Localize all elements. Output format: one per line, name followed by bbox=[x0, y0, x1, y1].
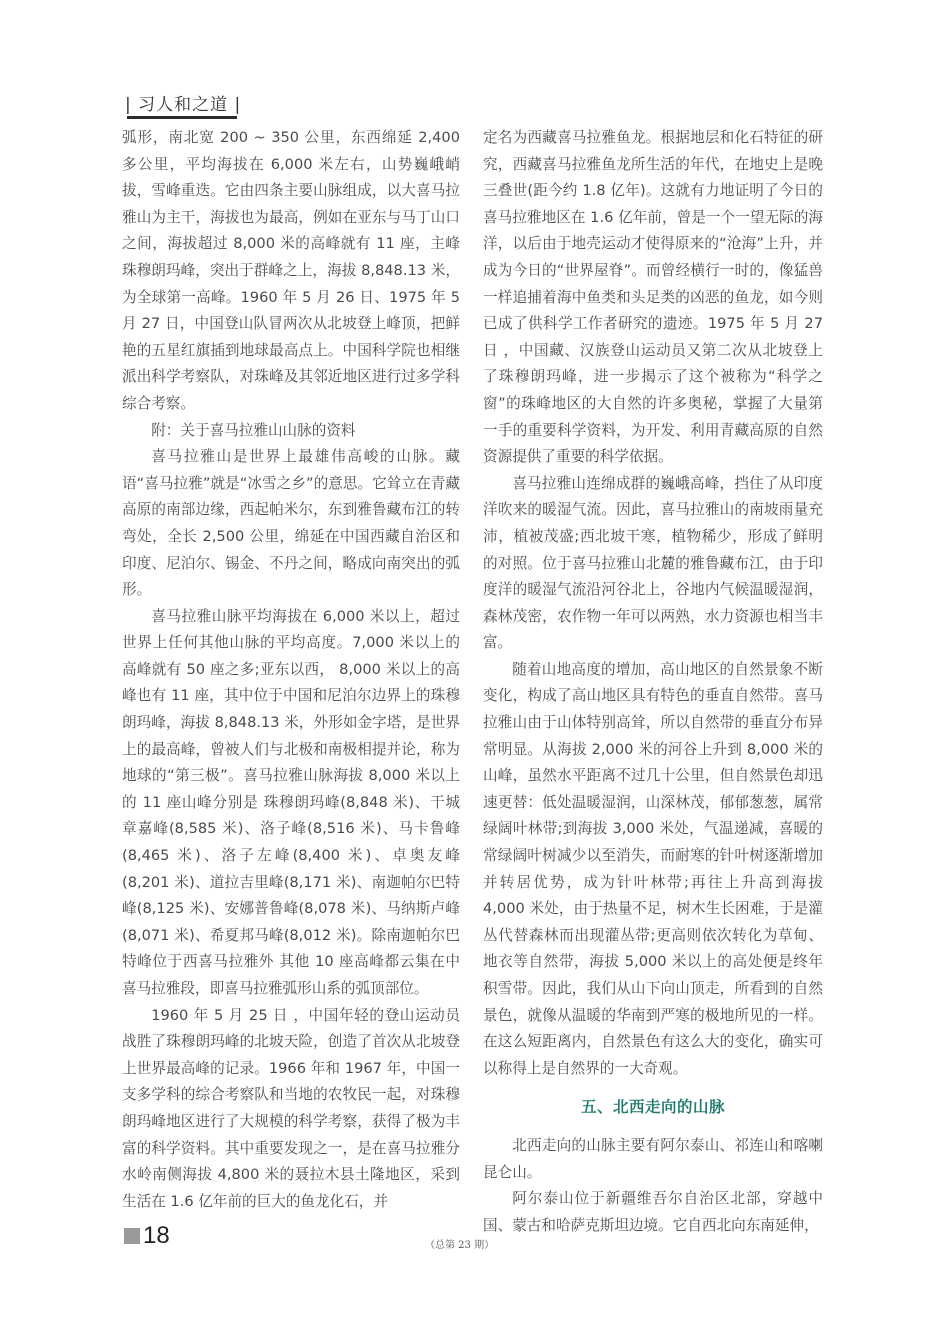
appendix-title: 附：关于喜马拉雅山山脉的资料 bbox=[151, 421, 356, 439]
issue-label: （总第 23 期） bbox=[425, 1240, 495, 1251]
page-number bbox=[124, 1222, 170, 1250]
right-column bbox=[483, 125, 823, 1239]
page-number-text: 18 bbox=[143, 1222, 170, 1249]
square-marker-icon bbox=[124, 1228, 140, 1244]
paragraph: 1960 年 5 月 25 日 ，中国年轻的登山运动员战胜了珠穆朗玛峰的北坡天险，创造了首次从北坡登上世界最高峰的记录。1966 年和 1967 年，中国一支多学科的综合考察队和当地的农牧民一起，对珠穆朗玛峰地区进行了大规模的科学考察，获得了极为丰富的科学资料。其中重要发现之一，是在喜马拉雅分水岭南侧海拔 4,800 米的聂拉木县土隆地区，采到生活在 1.6 亿年前的巨大的鱼龙化石，并 bbox=[122, 1006, 460, 1210]
paragraph: 喜马拉雅山是世界上最雄伟高峻的山脉。藏语“喜马拉雅”就是“冰雪之乡”的意思。它耸立在青藏高原的南部边缘，西起帕米尔，东到雅鲁藏布江的转弯处，全长 2,500 公里，绵延在中国西藏自治区和印度、尼泊尔、锡金、不丹之间，略成向南突出的弧形。 bbox=[122, 448, 460, 599]
paragraph: 随着山地高度的增加，高山地区的自然景象不断变化，构成了高山地区具有特色的垂直自然带。喜马拉雅山由于山体特别高耸，所以自然带的垂直分布异常明显。从海拔 2,000 米的河谷上升到 8,000 米的山峰，虽然水平距离不过几十公里，但自然景色却迅速更替：低处温暖湿润，山深林茂，郁郁葱葱，属常绿阔叶林带;到海拔 3,000 米处，气温递减，喜暖的常绿阔叶树减少以至消失，而耐寒的针叶树逐渐增加并转居优势，成为针叶林带;再往上升高到海拔 4,000 米处，由于热量不足，树木生长困难，于是灌丛代替森林而出现灌丛带;更高则依次转化为草甸、地衣等自然带，海拔 5,000 米以上的高处便是终年积雪带。因此，我们从山下向山顶走，所看到的自然景色，就像从温暖的华南到严寒的极地所见的一样。在这么短距离内，自然景色有这么大的变化，确实可以称得上是自然界的一大奇观。 bbox=[483, 660, 823, 1077]
column-header bbox=[125, 90, 241, 115]
column-title: | 习人和之道 | bbox=[125, 95, 242, 115]
section-heading: 五、北西走向的山脉 bbox=[580, 1098, 725, 1117]
left-column bbox=[122, 125, 460, 1215]
paragraph: 定名为西藏喜马拉雅鱼龙。根据地层和化石特征的研究，西藏喜马拉雅鱼龙所生活的年代，在地史上是晚三叠世(距今约 1.8 亿年)。这就有力地证明了今日的喜马拉雅地区在 1.6 亿年前，曾是一个一望无际的海洋，以后由于地壳运动才使得原来的“沧海”上升，并成为今日的“世界屋脊”。而曾经横行一时的，像猛兽一样追捕着海中鱼类和头足类的凶恶的鱼龙，如今则已成了供科学工作者研究的遗迹。1975 年 5 月 27 日 ，中国藏、汉族登山运动员又第二次从北坡登上了珠穆朗玛峰，进一步揭示了这个被称为“科学之窗”的珠峰地区的大自然的许多奥秘，掌握了大量第一手的重要科学资料，为开发、利用青藏高原的自然资源提供了重要的科学依据。 bbox=[483, 129, 823, 466]
paragraph: 阿尔泰山位于新疆维吾尔自治区北部，穿越中国、蒙古和哈萨克斯坦边境。它自西北向东南延伸， bbox=[483, 1190, 823, 1234]
paragraph: 北西走向的山脉主要有阿尔泰山、祁连山和喀喇昆仑山。 bbox=[483, 1136, 823, 1181]
paragraph: 喜马拉雅山脉平均海拔在 6,000 米以上，超过世界上任何其他山脉的平均高度。7,000 米以上的高峰就有 50 座之多;亚东以西， 8,000 米以上的高峰也有 11 座，其中位于中国和尼泊尔边界上的珠穆朗玛峰，海拔 8,848.13 米，外形如金字塔，是世界上的最高峰，曾被人们与北极和南极相提并论，称为地球的“第三极”。喜马拉雅山脉海拔 8,000 米以上的 11 座山峰分别是 珠穆朗玛峰(8,848 米)、干城章嘉峰(8,585 米)、洛子峰(8,516 米)、马卡鲁峰(8,465 米)、洛子左峰(8,400 米)、卓奥友峰(8,201 米)、道拉吉里峰(8,171 米)、南迦帕尔巴特峰(8,125 米)、安娜普鲁峰(8,078 米)、马纳斯卢峰(8,071 米)、希夏邦马峰(8,012 米)。除南迦帕尔巴特峰位于西喜马拉雅外 其他 10 座高峰都云集在中喜马拉雅段，即喜马拉雅弧形山系的弧顶部位。 bbox=[122, 607, 460, 997]
paragraph: 喜马拉雅山连绵成群的巍峨高峰，挡住了从印度洋吹来的暖湿气流。因此，喜马拉雅山的南坡雨量充沛，植被茂盛;西北坡干寒，植物稀少，形成了鲜明的对照。位于喜马拉雅山北麓的雅鲁藏布江，由于印度洋的暖湿气流沿河谷北上，谷地内气候温暖湿润，森林茂密，农作物一年可以两熟，水力资源也相当丰富。 bbox=[483, 474, 823, 652]
header-underline bbox=[127, 116, 237, 119]
paragraph: 弧形，南北宽 200 ~ 350 公里，东西绵延 2,400 多公里，平均海拔在 6,000 米左右，山势巍峨峭拔，雪峰重迭。它由四条主要山脉组成，以大喜马拉雅山为主干，海拔也为最高，例如在亚东与马丁山口之间，海拔超过 8,000 米的高峰就有 11 座，主峰珠穆朗玛峰，突出于群峰之上，海拔 8,848.13 米，为全球第一高峰。1960 年 5 月 26 日、1975 年 5 月 27 日，中国登山队冒两次从北坡登上峰顶，把鲜艳的五星红旗插到地球最高点上。中国科学院也相继派出科学考察队，对珠峰及其邻近地区进行过多学科综合考察。 bbox=[122, 129, 460, 412]
